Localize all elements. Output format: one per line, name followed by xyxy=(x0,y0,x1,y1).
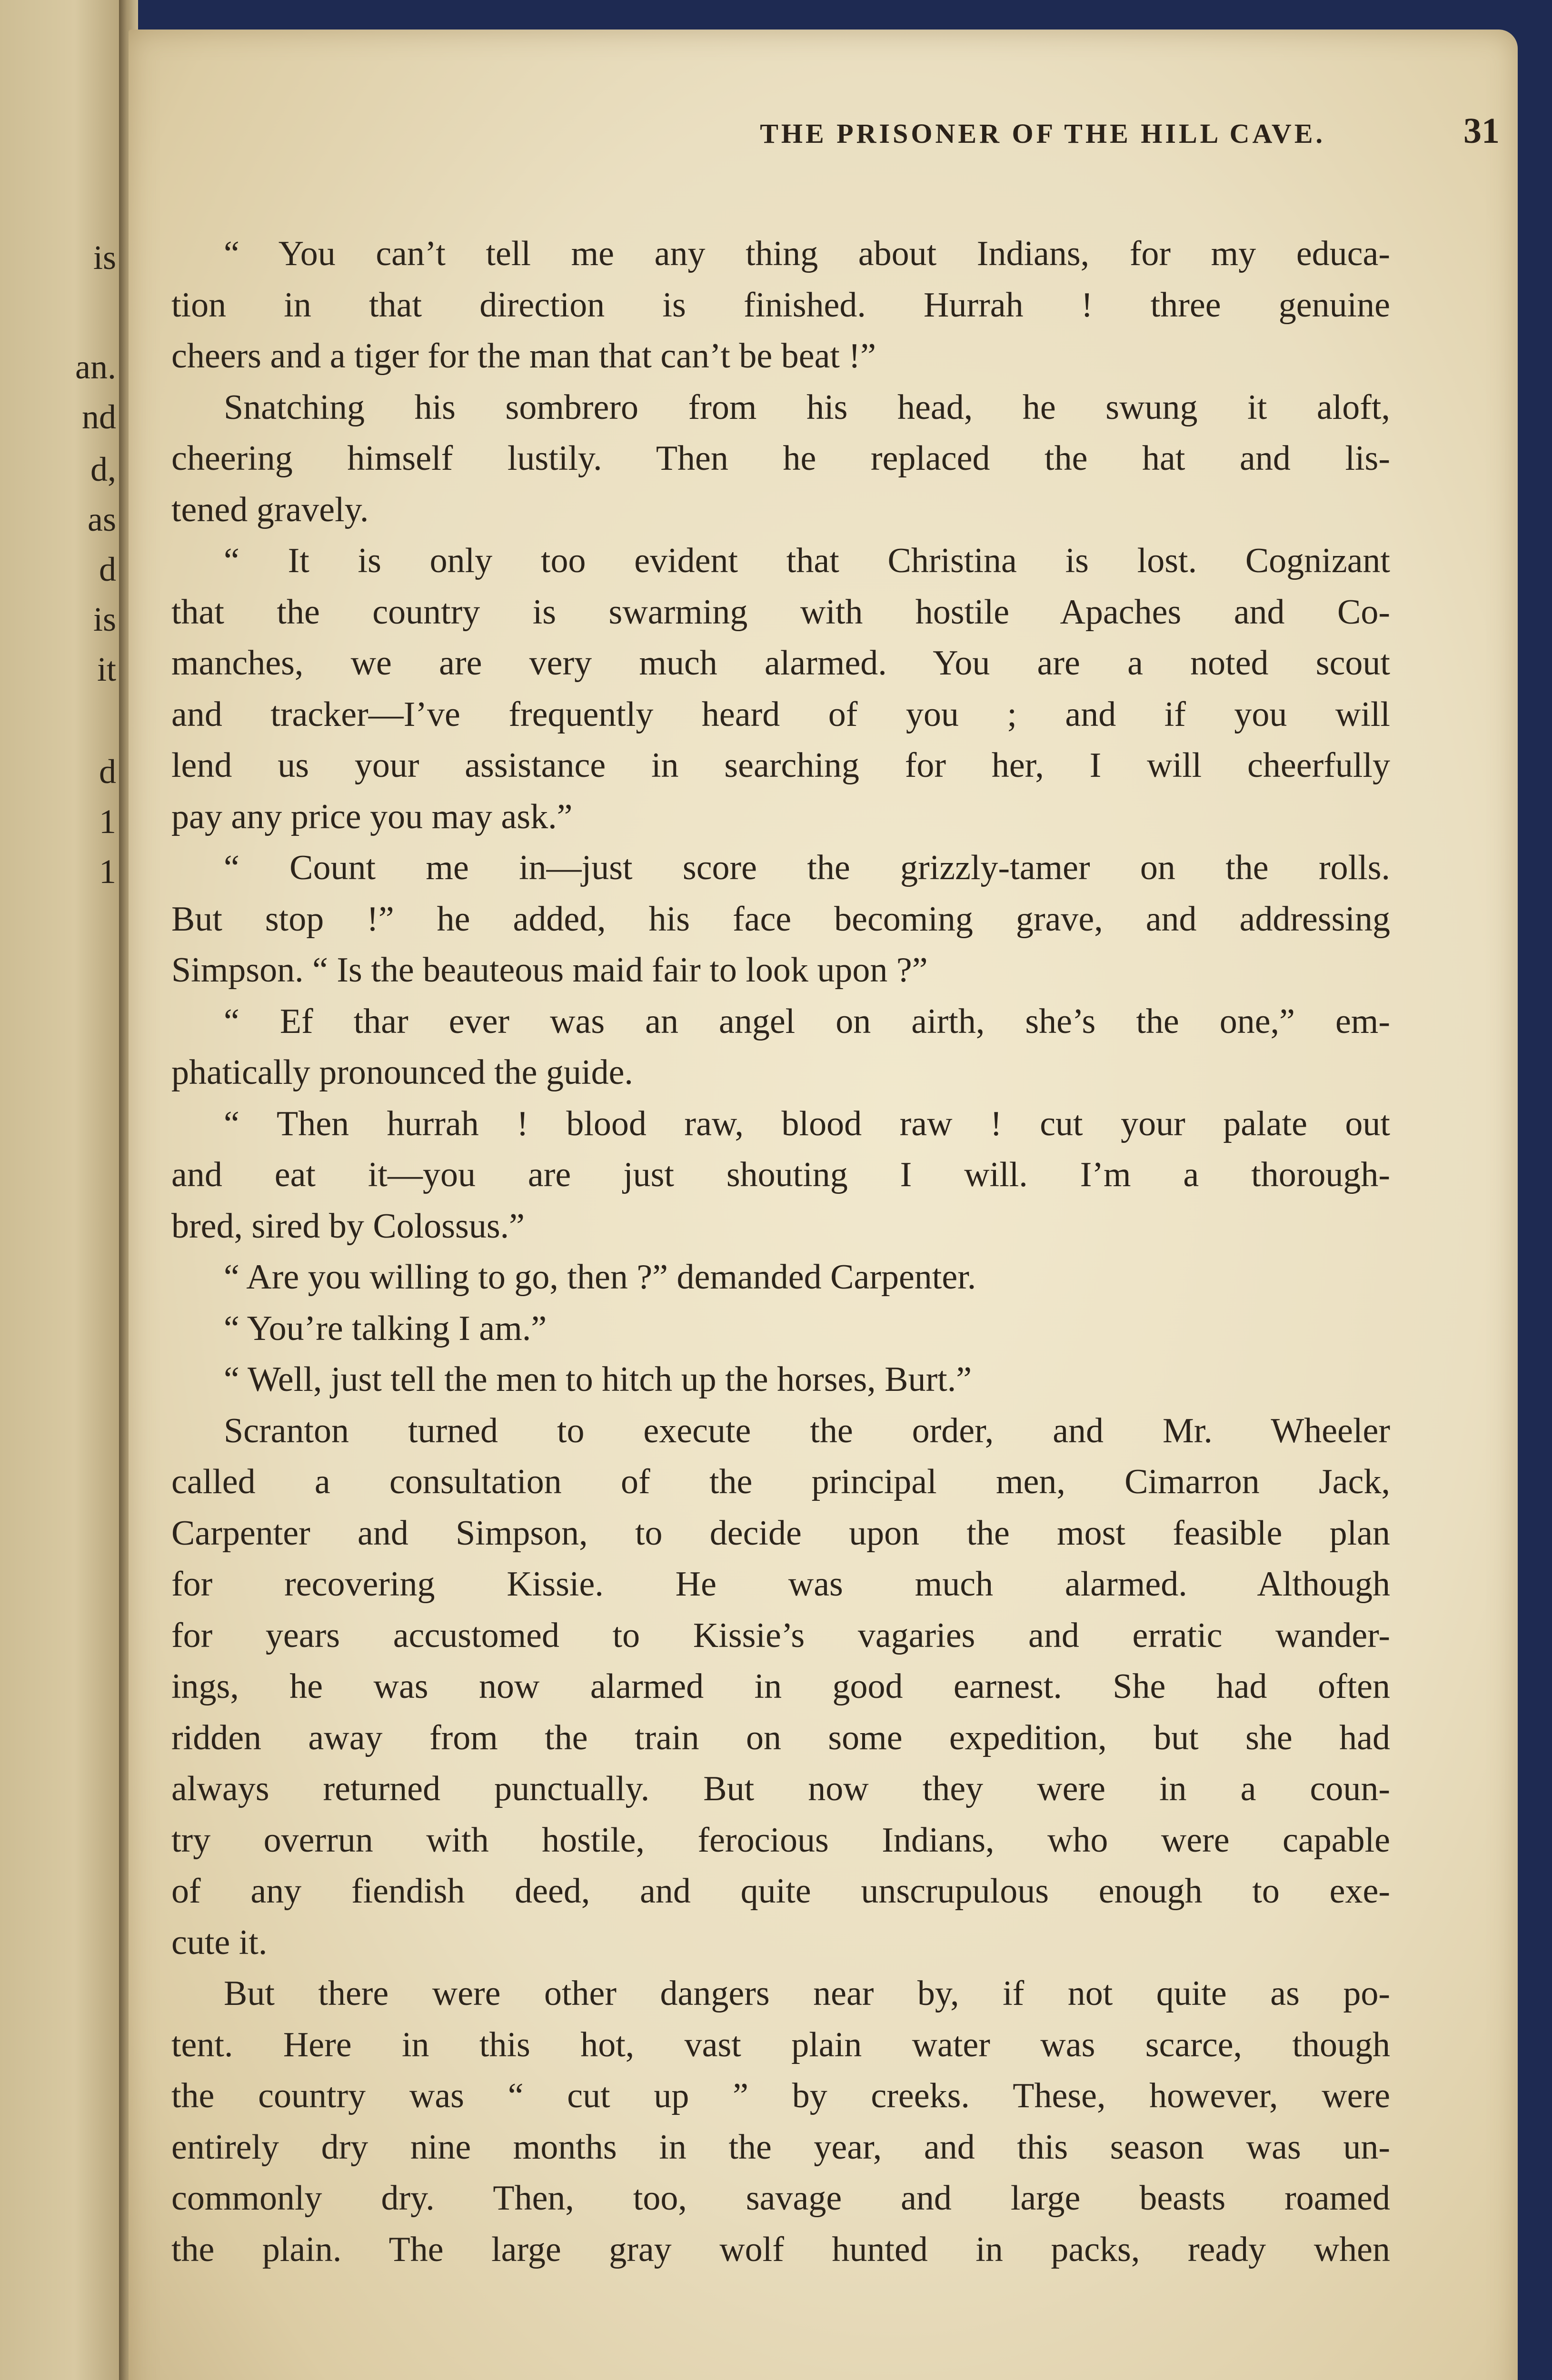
left-page-fragment: 1 xyxy=(99,853,116,891)
text-line: always returned punctually. But now they were in a coun- xyxy=(171,1769,1390,1808)
text-line: “ It is only too evident that Christina is lost. Cognizant xyxy=(224,541,1390,580)
text-line: cheers and a tiger for the man that can’t be beat !” xyxy=(171,337,876,376)
text-line: and eat it—you are just shouting I will. I’m a thorough- xyxy=(171,1155,1390,1194)
text-line: try overrun with hostile, ferocious Indians, who were capable xyxy=(171,1820,1390,1860)
left-page-fragment: d, xyxy=(90,450,116,488)
running-title: THE PRISONER OF THE HILL CAVE. xyxy=(760,118,1325,149)
text-line: phatically pronounced the guide. xyxy=(171,1053,633,1092)
text-line: tent. Here in this hot, vast plain water was scarce, though xyxy=(171,2025,1390,2064)
text-line: of any fiendish deed, and quite unscrupulous enough to exe- xyxy=(171,1872,1390,1911)
body-text xyxy=(171,228,1390,2275)
text-line: Snatching his sombrero from his head, he swung it aloft, xyxy=(224,387,1390,427)
text-line: “ Well, just tell the men to hitch up the horses, Burt.” xyxy=(224,1360,972,1399)
text-line: and tracker—I’ve frequently heard of you ; and if you will xyxy=(171,694,1390,734)
text-line: “ Ef thar ever was an angel on airth, she’s the one,” em- xyxy=(224,1002,1390,1041)
left-page-fragment: as xyxy=(88,500,116,538)
text-line: pay any price you may ask.” xyxy=(171,797,573,836)
left-page-fragment: d xyxy=(99,550,116,588)
text-line: manches, we are very much alarmed. You are a noted scout xyxy=(171,644,1390,683)
text-line: “ Are you willing to go, then ?” demanded Carpenter. xyxy=(224,1258,976,1297)
text-line: the plain. The large gray wolf hunted in packs, ready when xyxy=(171,2230,1390,2269)
text-line: the country was “ cut up ” by creeks. These, however, were xyxy=(171,2076,1390,2115)
text-line: tened gravely. xyxy=(171,490,369,529)
left-page-fragment: nd xyxy=(82,398,116,436)
text-line: commonly dry. Then, too, savage and large beasts roamed xyxy=(171,2179,1390,2218)
text-line: Carpenter and Simpson, to decide upon the most feasible plan xyxy=(171,1513,1390,1553)
text-line: called a consultation of the principal men, Cimarron Jack, xyxy=(171,1462,1390,1501)
text-line: for recovering Kissie. He was much alarmed. Although xyxy=(171,1565,1390,1604)
text-line: entirely dry nine months in the year, and this season was un- xyxy=(171,2127,1390,2167)
page-number: 31 xyxy=(1463,111,1500,151)
text-line: “ Count me in—just score the grizzly-tamer on the rolls. xyxy=(224,848,1390,887)
text-line: ings, he was now alarmed in good earnest. She had often xyxy=(171,1667,1390,1706)
text-line: “ You can’t tell me any thing about Indians, for my educa- xyxy=(224,234,1390,273)
text-line: tion in that direction is finished. Hurrah ! three genuine xyxy=(171,285,1390,325)
left-page-fragment: an. xyxy=(75,348,116,386)
left-page-fragment: is xyxy=(93,238,116,277)
text-line: “ Then hurrah ! blood raw, blood raw ! cut your palate out xyxy=(224,1104,1390,1143)
text-line: Simpson. “ Is the beauteous maid fair to look upon ?” xyxy=(171,951,928,990)
left-page-fragment: it xyxy=(97,650,116,688)
left-page-edge xyxy=(0,0,125,2380)
running-header xyxy=(186,110,1500,158)
left-page-fragment: is xyxy=(93,600,116,638)
text-line: “ You’re talking I am.” xyxy=(224,1309,547,1348)
text-line: that the country is swarming with hostile Apaches and Co- xyxy=(171,592,1390,632)
text-line: cheering himself lustily. Then he replaced the hat and lis- xyxy=(171,439,1390,478)
text-line: bred, sired by Colossus.” xyxy=(171,1206,525,1246)
text-line: Scranton turned to execute the order, and Mr. Wheeler xyxy=(224,1411,1390,1450)
text-line: cute it. xyxy=(171,1923,268,1962)
text-line: But stop !” he added, his face becoming grave, and addressing xyxy=(171,899,1390,939)
left-page-fragment: 1 xyxy=(99,803,116,841)
text-line: for years accustomed to Kissie’s vagaries and erratic wander- xyxy=(171,1616,1390,1655)
text-line: ridden away from the train on some expedition, but she had xyxy=(171,1718,1390,1757)
text-line: lend us your assistance in searching for her, I will cheerfully xyxy=(171,746,1390,785)
left-page-fragment: d xyxy=(99,753,116,791)
text-line: But there were other dangers near by, if not quite as po- xyxy=(224,1974,1390,2013)
